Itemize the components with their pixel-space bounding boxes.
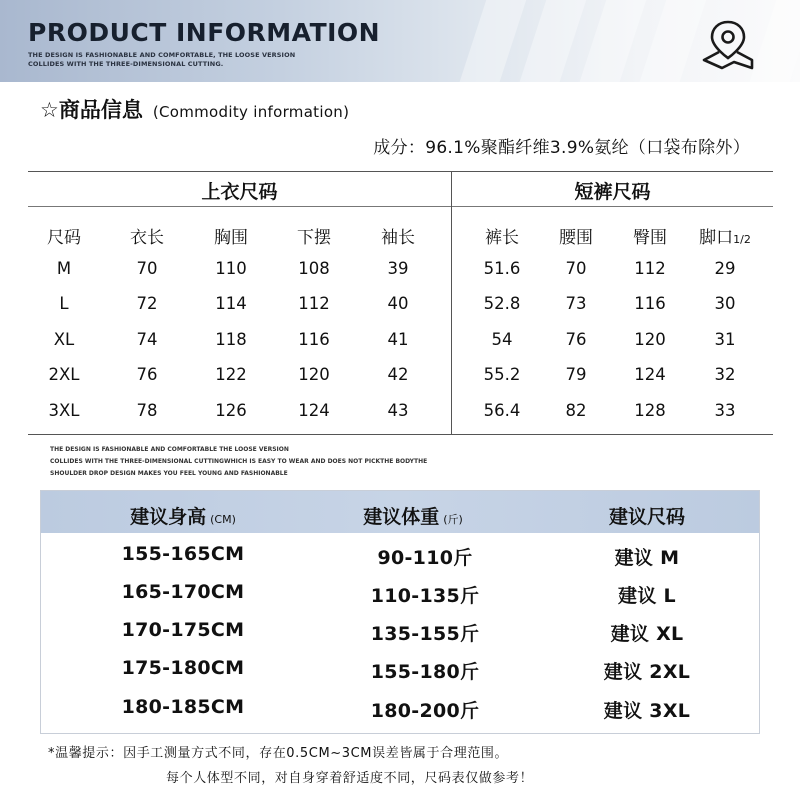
header-height: 建议身高 (CM) [130, 506, 236, 528]
suggestion-weight: 110-135斤 [370, 585, 480, 607]
shorts-cell-waist: 79 [565, 365, 587, 384]
suggestion-weight: 155-180斤 [370, 661, 480, 683]
top-cell-sleeve: 39 [387, 259, 409, 278]
commodity-subtitle: (Commodity information) [152, 103, 350, 121]
top-cell-chest: 122 [215, 365, 247, 384]
suggestion-size: 建议 L [618, 585, 676, 607]
suggestion-header [41, 491, 759, 533]
top-cell-length: 70 [136, 259, 158, 278]
top-cell-size: L [59, 294, 69, 313]
top-cell-size: XL [53, 330, 75, 349]
top-cell-length: 76 [136, 365, 158, 384]
shorts-cell-waist: 73 [565, 294, 587, 313]
shorts-cell-length: 56.4 [483, 401, 521, 420]
suggestion-size: 建议 M [614, 547, 680, 569]
shorts-header-waist: 腰围 [559, 228, 593, 248]
note-line1: THE DESIGN IS FASHIONABLE AND COMFORTABLE THE LOOSE VERSION [50, 446, 289, 453]
suggestion-height: 155-165CM [121, 543, 245, 565]
top-cell-size: 3XL [48, 401, 80, 420]
shorts-header-hip: 臀围 [633, 228, 667, 248]
note-line3: SHOULDER DROP DESIGN MAKES YOU FEEL YOUNG AND FASHIONABLE [50, 470, 288, 477]
shorts-cell-waist: 82 [565, 401, 587, 420]
top-cell-sleeve: 43 [387, 401, 409, 420]
top-cell-length: 72 [136, 294, 158, 313]
top-header-sleeve: 袖长 [381, 228, 415, 248]
top-cell-hem: 120 [298, 365, 330, 384]
shorts-cell-waist: 70 [565, 259, 587, 278]
top-cell-sleeve: 41 [387, 330, 409, 349]
commodity-title-text: ☆商品信息 [40, 98, 143, 122]
top-cell-chest: 126 [215, 401, 247, 420]
footer-tip-line1: *温馨提示：因手工测量方式不同，存在0.5CM~3CM误差皆属于合理范围。 [48, 746, 509, 761]
size-suggestion-table [40, 490, 760, 734]
shorts-cell-hip: 124 [634, 365, 666, 384]
top-cell-size: 2XL [48, 365, 80, 384]
top-size-title: 上衣尺码 [201, 181, 278, 203]
top-cell-chest: 110 [215, 259, 247, 278]
top-cell-hem: 108 [298, 259, 330, 278]
shorts-cell-length: 51.6 [483, 259, 521, 278]
shorts-cell-leg-opening: 31 [714, 330, 736, 349]
top-cell-hem: 124 [298, 401, 330, 420]
suggestion-weight: 90-110斤 [377, 547, 473, 569]
suggestion-height: 175-180CM [121, 657, 245, 679]
note-line2: COLLIDES WITH THE THREE-DIMENSIONAL CUTTINGWHICH IS EASY TO WEAR AND DOES NOT PICKTHE BODYTHE [50, 458, 428, 465]
top-header-chest: 胸围 [214, 228, 248, 248]
shorts-cell-hip: 120 [634, 330, 666, 349]
shorts-header-length: 裤长 [485, 228, 519, 248]
shorts-cell-leg-opening: 29 [714, 259, 736, 278]
top-header-length: 衣长 [130, 228, 164, 248]
top-cell-hem: 112 [298, 294, 330, 313]
shorts-cell-length: 55.2 [483, 365, 521, 384]
top-header-size: 尺码 [47, 228, 81, 248]
shorts-cell-leg-opening: 32 [714, 365, 736, 384]
top-cell-sleeve: 40 [387, 294, 409, 313]
suggestion-size: 建议 XL [610, 623, 684, 645]
shorts-cell-hip: 116 [634, 294, 666, 313]
shorts-header-leg-opening: 脚口1/2 [699, 228, 751, 248]
suggestion-size: 建议 2XL [603, 661, 691, 683]
suggestion-weight: 180-200斤 [370, 700, 480, 722]
top-cell-chest: 114 [215, 294, 247, 313]
top-cell-size: M [56, 259, 72, 278]
size-table [28, 171, 773, 435]
commodity-title [40, 94, 349, 124]
top-cell-hem: 116 [298, 330, 330, 349]
shorts-cell-hip: 112 [634, 259, 666, 278]
suggestion-size: 建议 3XL [603, 700, 691, 722]
shorts-cell-waist: 76 [565, 330, 587, 349]
location-pin-icon [700, 18, 756, 70]
composition-text: 成分：96.1%聚酯纤维3.9%氨纶（口袋布除外） [373, 138, 750, 158]
header-size: 建议尺码 [608, 506, 686, 528]
header-banner [0, 0, 800, 82]
top-cell-length: 78 [136, 401, 158, 420]
shorts-cell-leg-opening: 30 [714, 294, 736, 313]
suggestion-height: 170-175CM [121, 619, 245, 641]
top-header-hem: 下摆 [297, 228, 331, 248]
footer-tip-line2: 每个人体型不同，对自身穿着舒适度不同，尺码表仅做参考！ [166, 771, 534, 786]
top-cell-sleeve: 42 [387, 365, 409, 384]
banner-subtitle-line2: COLLIDES WITH THE THREE-DIMENSIONAL CUTTING. [28, 60, 224, 68]
shorts-cell-leg-opening: 33 [714, 401, 736, 420]
top-cell-chest: 118 [215, 330, 247, 349]
banner-subtitle-line1: THE DESIGN IS FASHIONABLE AND COMFORTABLE, THE LOOSE VERSION [28, 51, 296, 59]
shorts-cell-hip: 128 [634, 401, 666, 420]
shorts-size-title: 短裤尺码 [574, 181, 651, 203]
suggestion-height: 180-185CM [121, 696, 245, 718]
suggestion-weight: 135-155斤 [370, 623, 480, 645]
banner-title: PRODUCT INFORMATION [28, 18, 381, 47]
header-weight: 建议体重 (斤) [363, 506, 463, 528]
top-cell-length: 74 [136, 330, 158, 349]
suggestion-height: 165-170CM [121, 581, 245, 603]
shorts-cell-length: 52.8 [483, 294, 521, 313]
shorts-cell-length: 54 [491, 330, 513, 349]
